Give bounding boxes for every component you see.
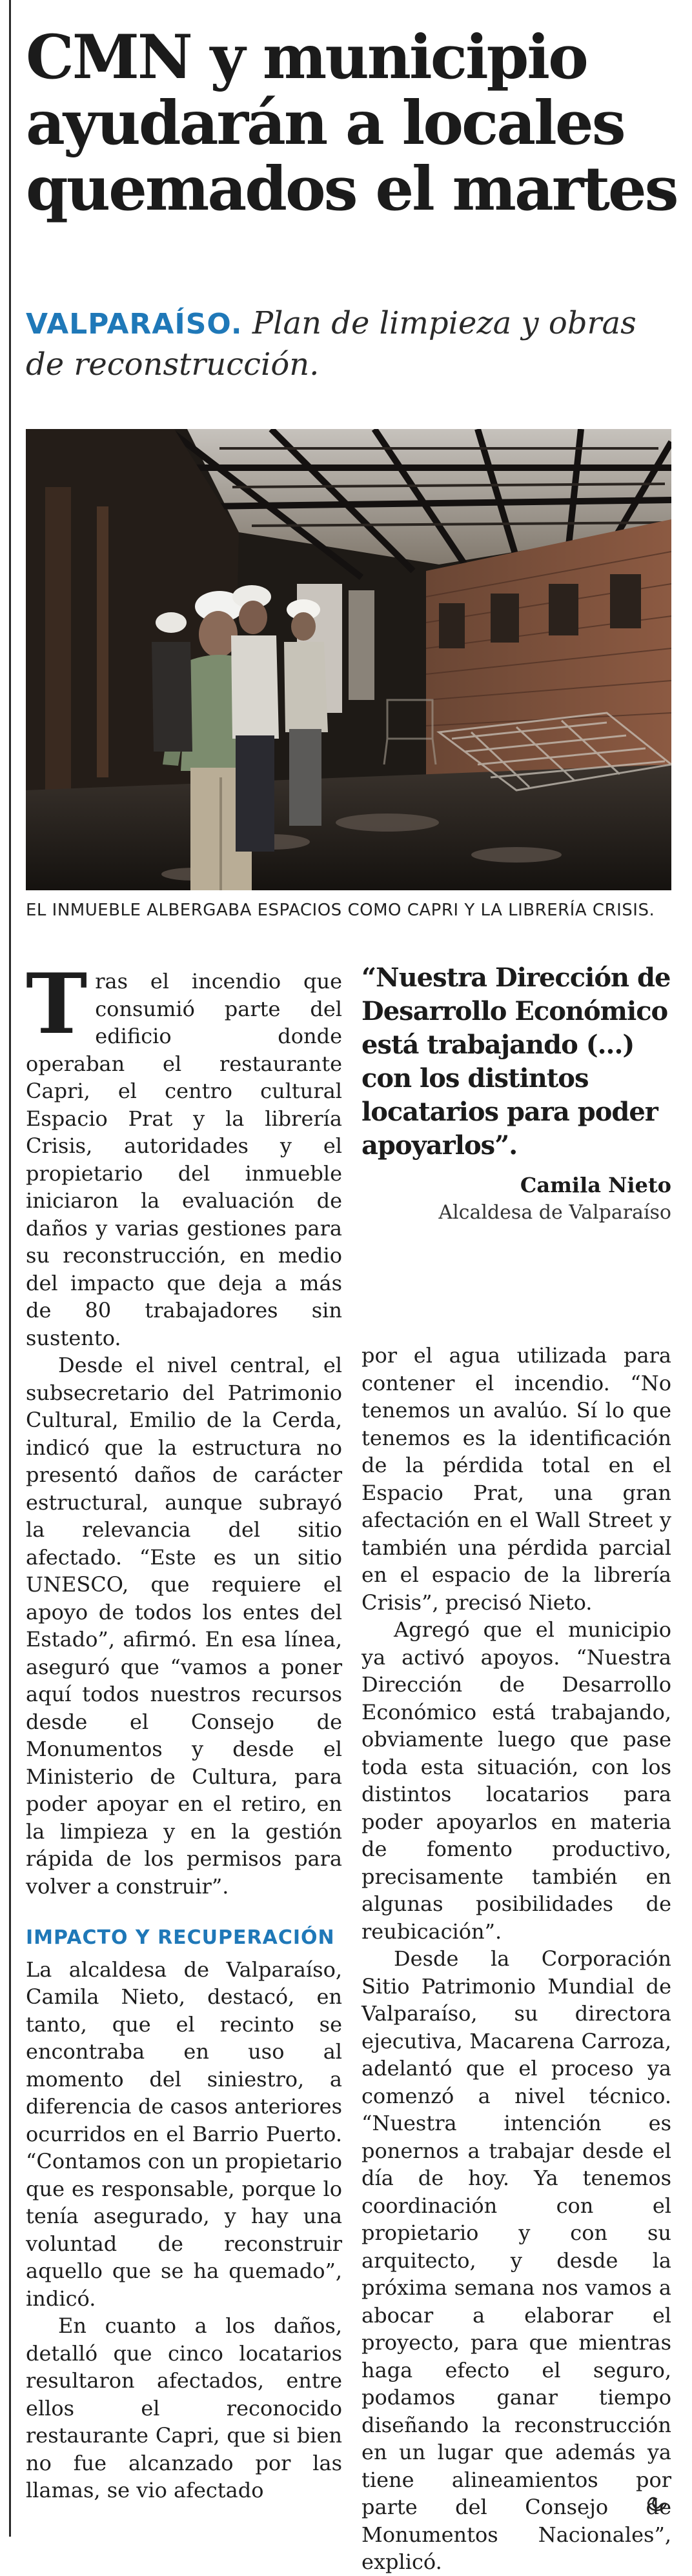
deck-text: Plan de limpieza y obras de reconstrucción. xyxy=(26,305,636,383)
pull-quote-text: “Nuestra Dirección de Desarrollo Económico está trabajando (...) con los distintos locatarios para poder apoyarlos”. xyxy=(361,963,671,1161)
paragraph-6: Agregó que el municipio ya activó apoyos. “Nuestra Dirección de Desarrollo Económico está trabajando, obviamente luego que pase toda esta situación, con los distintos locatarios para poder apoyarlos en materia de fomento productivo, precisamente también en algunas posibilidades de reubicación”. xyxy=(361,1617,671,1944)
paragraph-4: En cuanto a los daños, detalló que cinco locatarios resultaron afectados, entre ellos el reconocido restaurante Capri, que si bien no fue alcanzado por las llamas, se vio afectado xyxy=(26,2313,342,2502)
fire-damage-photo xyxy=(26,429,671,890)
body-column-1 xyxy=(26,956,342,2504)
paragraph-5: por el agua utilizada para contener el incendio. “No tenemos un avalúo. Sí lo que tenemos es la identificación de la pérdida total en el Espacio Prat, una gran afectación en el Wall Street y también una pérdida parcial en el espacio de la librería Crisis”, precisó Nieto. xyxy=(361,1343,671,1615)
paragraph-2: Desde el nivel central, el subsecretario del Patrimonio Cultural, Emilio de la Cerda, indicó que la estructura no presentó daños de carácter estructural, aunque subrayó la relevancia del sitio afectado. “Este es un sitio UNESCO, que requiere el apoyo de todos los entes del Estado”, afirmó. En esa línea, aseguró que “vamos a poner aquí todos nuestros recursos desde el Consejo de Monumentos y desde el Ministerio de Cultura, para poder apoyar en el retiro, en la limpieza y en la gestión rápida de los permisos para volver a construir”. xyxy=(26,1353,342,1899)
headline-line-2: ayudarán a locales xyxy=(26,88,624,159)
paragraph-1-text: ras el incendio que consumió parte del edificio donde operaban el restaurante Capri, el centro cultural Espacio Prat y la librería Crisis, autoridades y el propietario del inmueble iniciaron la evaluación de daños y varias gestiones para su reconstrucción, en medio del impacto que deja a más de 80 trabajadores sin sustento. xyxy=(26,969,342,1350)
pull-quote-author: Camila Nieto xyxy=(520,1173,671,1197)
section-subhead: IMPACTO Y RECUPERACIÓN xyxy=(26,1926,335,1949)
paragraph-3: La alcaldesa de Valparaíso, Camila Nieto, destacó, en tanto, que el recinto se encontraba en uso al momento del siniestro, a diferencia de casos anteriores ocurridos en el Barrio Puerto. “Contamos con un propietario que es responsable, porque lo tenía asegurado, y hay una voluntad de reconstruir aquello que se ha quemado”, indicó. xyxy=(26,1957,342,2311)
deck xyxy=(26,303,678,384)
end-of-article-icon xyxy=(646,2493,669,2513)
column-rule xyxy=(9,0,11,2537)
headline xyxy=(26,22,678,225)
paragraph-7: Desde la Corporación Sitio Patrimonio Mundial de Valparaíso, su directora ejecutiva, Macarena Carroza, adelantó que el proceso ya comenzó a nivel técnico. “Nuestra intención es ponernos a trabajar desde el día de hoy. Ya tenemos coordinación con el propietario y con su arquitecto, y desde la próxima semana nos vamos a abocar a elaborar el proyecto, para que mientras haga efecto el seguro, podamos ganar tiempo diseñando la reconstrucción en un lugar que además ya tiene alineamientos por parte del Consejo de Monumentos Nacionales”, explicó. xyxy=(361,1946,671,2574)
deck-place: VALPARAÍSO. xyxy=(26,308,243,341)
paragraph-1 xyxy=(26,956,342,1352)
pull-quote xyxy=(361,961,671,1224)
burned-interior-illustration xyxy=(26,429,671,890)
body-column-2 xyxy=(361,1342,671,2576)
pull-quote-role: Alcaldesa de Valparaíso xyxy=(438,1201,671,1224)
headline-line-1: CMN y municipio xyxy=(26,22,587,93)
photo-caption: EL INMUEBLE ALBERGABA ESPACIOS COMO CAPRI Y LA LIBRERÍA CRISIS. xyxy=(26,901,655,920)
headline-line-3: quemados el martes xyxy=(26,154,677,225)
drop-cap: T xyxy=(26,956,88,1053)
